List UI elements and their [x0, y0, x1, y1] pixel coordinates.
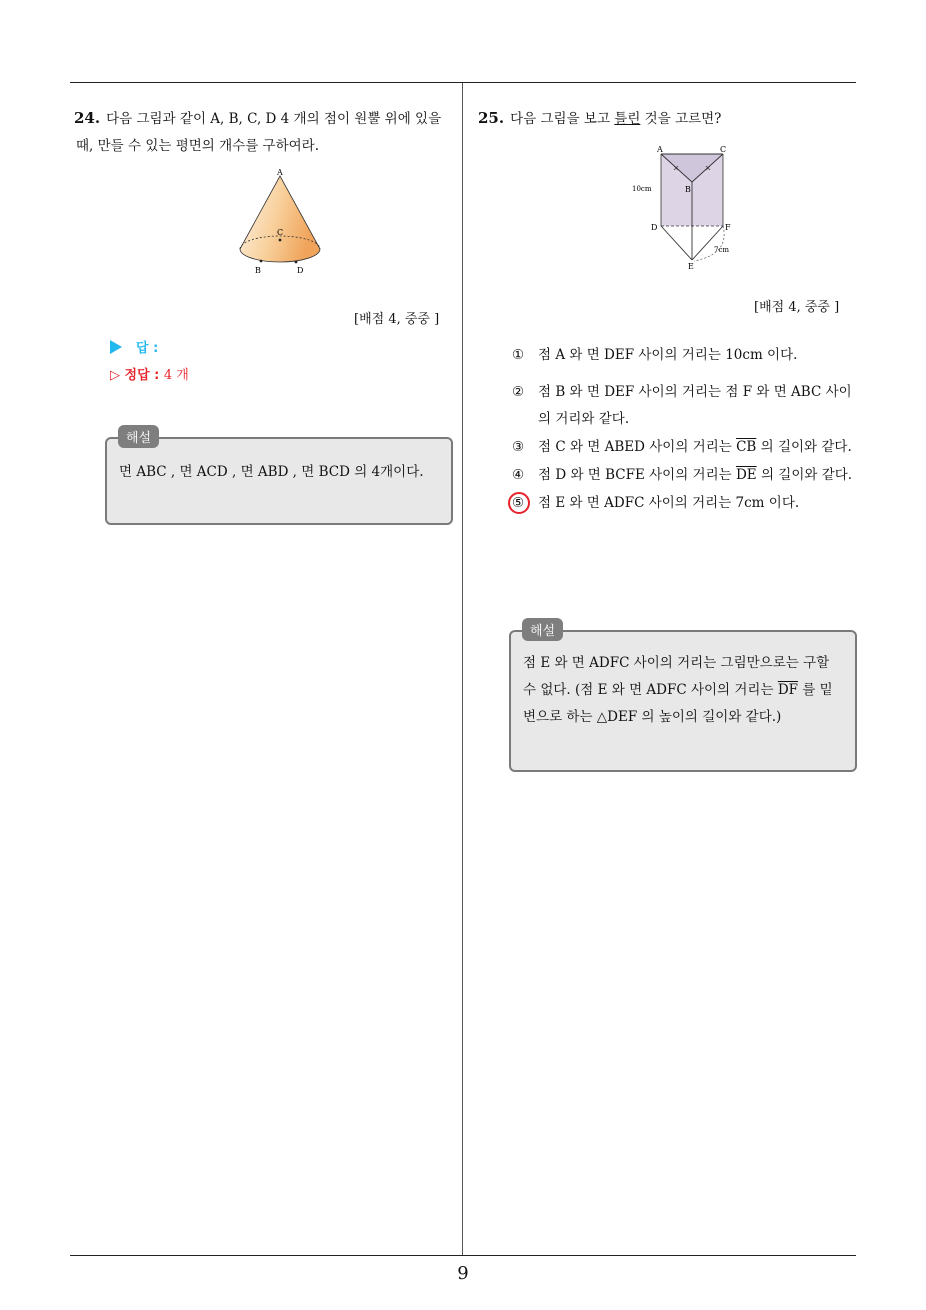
question-text-after: 것을 고르면?: [644, 111, 722, 127]
column-divider: [462, 83, 463, 1255]
label-b: B: [255, 266, 261, 275]
question-text-before: 다음 그림을 보고: [510, 111, 610, 127]
label-c: C: [720, 145, 727, 154]
score-24: [배점 4, 중중 ]: [354, 312, 440, 327]
choice-5[interactable]: [512, 490, 857, 517]
choice-1[interactable]: [512, 342, 857, 369]
label-a: A: [277, 168, 283, 177]
segment-de: $\overline{DE}$: [735, 467, 757, 483]
choice-4[interactable]: [512, 462, 857, 489]
label-d: D: [651, 223, 658, 232]
answer-line: [110, 337, 158, 356]
label-a: A: [657, 145, 663, 154]
choice-text-pre: 점 C 와 면 ABED 사이의 거리는: [538, 439, 732, 455]
choice-mark: ⑤: [512, 495, 525, 511]
choice-list: [512, 342, 857, 518]
label-10cm: 10cm: [632, 185, 652, 193]
choice-text: 점 A 와 면 DEF 사이의 거리는 10cm 이다.: [538, 347, 798, 363]
question-text-underlined: 틀린: [614, 111, 641, 127]
question-24: [76, 105, 456, 160]
explanation-box-24: [105, 437, 453, 525]
label-c: C: [277, 228, 284, 237]
explanation-text-1: 점 E 와 면 ADFC 사이의 거리는 그림만으로는 구할 수 없다. (점 E 와 면 ADFC 사이의 거리는: [523, 655, 830, 698]
page-number: 9: [457, 1263, 469, 1284]
choice-mark: ③: [512, 439, 525, 455]
question-text: 다음 그림과 같이 A, B, C, D 4 개의 점이 원뿔 위에 있을 때, 만들 수 있는 평면의 개수를 구하여라.: [76, 111, 442, 154]
choice-mark: ②: [512, 384, 525, 400]
choice-mark: ④: [512, 467, 525, 483]
correct-label: 정답 :: [124, 368, 160, 383]
question-25: [478, 105, 858, 133]
choice-3[interactable]: [512, 434, 857, 461]
outline-triangle-icon: ▷: [110, 368, 120, 383]
explanation-tag-24: 해설: [118, 425, 159, 448]
choice-2[interactable]: [512, 379, 857, 433]
explanation-text: 면 ABC , 면 ACD , 면 ABD , 면 BCD 의 4개이다.: [119, 464, 424, 480]
correct-value: 4 개: [163, 368, 189, 383]
prism-figure: [630, 142, 750, 277]
play-icon: [110, 340, 122, 354]
correct-answer-line: [110, 364, 189, 383]
bottom-rule: [70, 1255, 856, 1256]
label-b: B: [685, 185, 691, 194]
question-number: 24.: [74, 109, 101, 127]
score-25: [배점 4, 중중 ]: [754, 300, 840, 315]
choice-text-post: 의 길이와 같다.: [760, 439, 852, 455]
choice-text-pre: 점 D 와 면 BCFE 사이의 거리는: [538, 467, 732, 483]
label-d: D: [297, 266, 304, 275]
choice-text-post: 의 길이와 같다.: [760, 467, 853, 483]
segment-df: $\overline{DF}$: [777, 682, 799, 698]
segment-cb: $\overline{CB}$: [736, 439, 757, 455]
explanation-box-25: [509, 630, 857, 772]
answer-label: 답 :: [136, 341, 159, 356]
choice-mark: ①: [512, 347, 525, 363]
top-rule: [70, 82, 856, 83]
explanation-tag-25: 해설: [522, 618, 563, 641]
choice-text: 점 E 와 면 ADFC 사이의 거리는 7cm 이다.: [538, 495, 800, 511]
label-f: F: [725, 223, 731, 232]
question-number: 25.: [478, 109, 505, 127]
label-e: E: [688, 262, 694, 271]
cone-figure: [231, 167, 331, 282]
explanation-text-2: 를 밑변으로 하는 △DEF 의 높이의 길이와 같다.): [523, 682, 833, 725]
label-7cm: 7cm: [714, 246, 730, 254]
choice-text: 점 B 와 면 DEF 사이의 거리는 점 F 와 면 ABC 사이의 거리와 같다.: [538, 384, 852, 427]
